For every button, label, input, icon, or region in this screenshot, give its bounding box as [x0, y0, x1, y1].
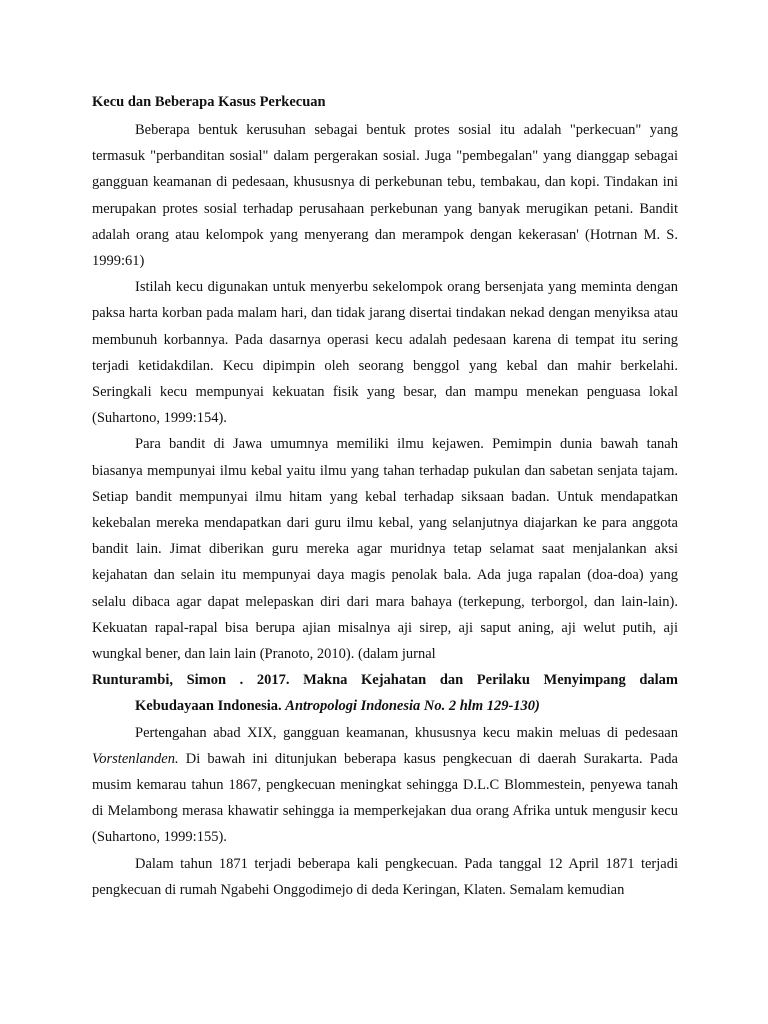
paragraph-4-start: Pertengahan abad XIX, gangguan keamanan, khususnya kecu makin meluas di pedesaan [135, 724, 678, 741]
citation-journal: Antropologi Indonesia No. 2 hlm 129-130) [285, 698, 540, 715]
paragraph-2: Istilah kecu digunakan untuk menyerbu sekelompok orang bersenjata yang meminta dengan paksa harta korban pada malam hari, dan tidak jarang disertai tindakan nekad dengan menyiksa atau membunuh korbannya. Pada dasarnya operasi kecu adalah pedesaan karena di tempat itu sering terjadi ketidakdilan. Kecu dipimpin oleh seorang benggol yang kebal dan mahir berkelahi. Seringkali kecu mempunyai kekuatan fisik yang besar, dan mampu menekan penguasa lokal (Suhartono, 1999:154). [92, 279, 678, 427]
paragraph-4-rest: Di bawah ini ditunjukan beberapa kasus pengkecuan di daerah Surakarta. Pada musim kemarau tahun 1867, pengkecuan meningkat sehingga D.L.C Blommestein, penyewa tanah di Melambong merasa khawatir sehingga ia memperkejakan dua orang Afrika untuk mengusir kecu (Suhartono, 1999:155). [92, 750, 678, 846]
section-heading: Kecu dan Beberapa Kasus Perkecuan [92, 94, 326, 110]
paragraph-4 [92, 720, 678, 851]
paragraph-4-place: Vorstenlanden. [92, 750, 179, 767]
citation-title: Kebudayaan Indonesia. [135, 698, 282, 715]
paragraph-3: Para bandit di Jawa umumnya memiliki ilmu kejawen. Pemimpin dunia bawah tanah biasanya mempunyai ilmu kebal yaitu ilmu yang tahan terhadap pukulan dan sabetan senjata tajam. Setiap bandit mempunyai ilmu hitam yang kebal terhadap siksaan badan. Untuk mendapatkan kekebalan mereka mendapatkan dari guru ilmu kebal, yang selanjutnya diajarkan ke para anggota bandit lain. Jimat diberikan guru mereka agar muridnya tetap selamat saat menjalankan aksi kejahatan dan selain itu mempunyai daya magis penolak bala. Ada juga rapalan (doa-doa) yang selalu dibaca agar dapat melepaskan diri dari mara bahaya (terkepung, terborgol, dan lain-lain). Kekuatan rapal-rapal bisa berupa ajian misalnya aji sirep, aji saput aning, aji welut putih, aji wungkal bener, dan lain lain (Pranoto, 2010). (dalam jurnal [92, 436, 678, 663]
citation-line-1: Runturambi, Simon . 2017. Makna Kejahatan dan Perilaku Menyimpang dalam [92, 672, 678, 689]
paragraph-1: Beberapa bentuk kerusuhan sebagai bentuk protes sosial itu adalah "perkecuan" yang termasuk "perbanditan sosial" dalam pergerakan sosial. Juga "pembegalan" yang dianggap sebagai gangguan keamanan di pedesaan, khususnya di perkebunan tebu, tembakau, dan kopi. Tindakan ini merupakan protes sosial terhadap perusahaan perkebunan yang banyak merugikan petani. Bandit adalah orang atau kelompok yang menyerang dan merampok dengan kekerasan' (Hotrnan M. S. 1999:61) [92, 122, 678, 270]
journal-citation [92, 667, 678, 719]
citation-line-2 [92, 693, 678, 719]
paragraph-5: Dalam tahun 1871 terjadi beberapa kali pengkecuan. Pada tanggal 12 April 1871 terjadi pengkecuan di rumah Ngabehi Onggodimejo di deda Keringan, Klaten. Semalam kemudian [92, 855, 678, 898]
